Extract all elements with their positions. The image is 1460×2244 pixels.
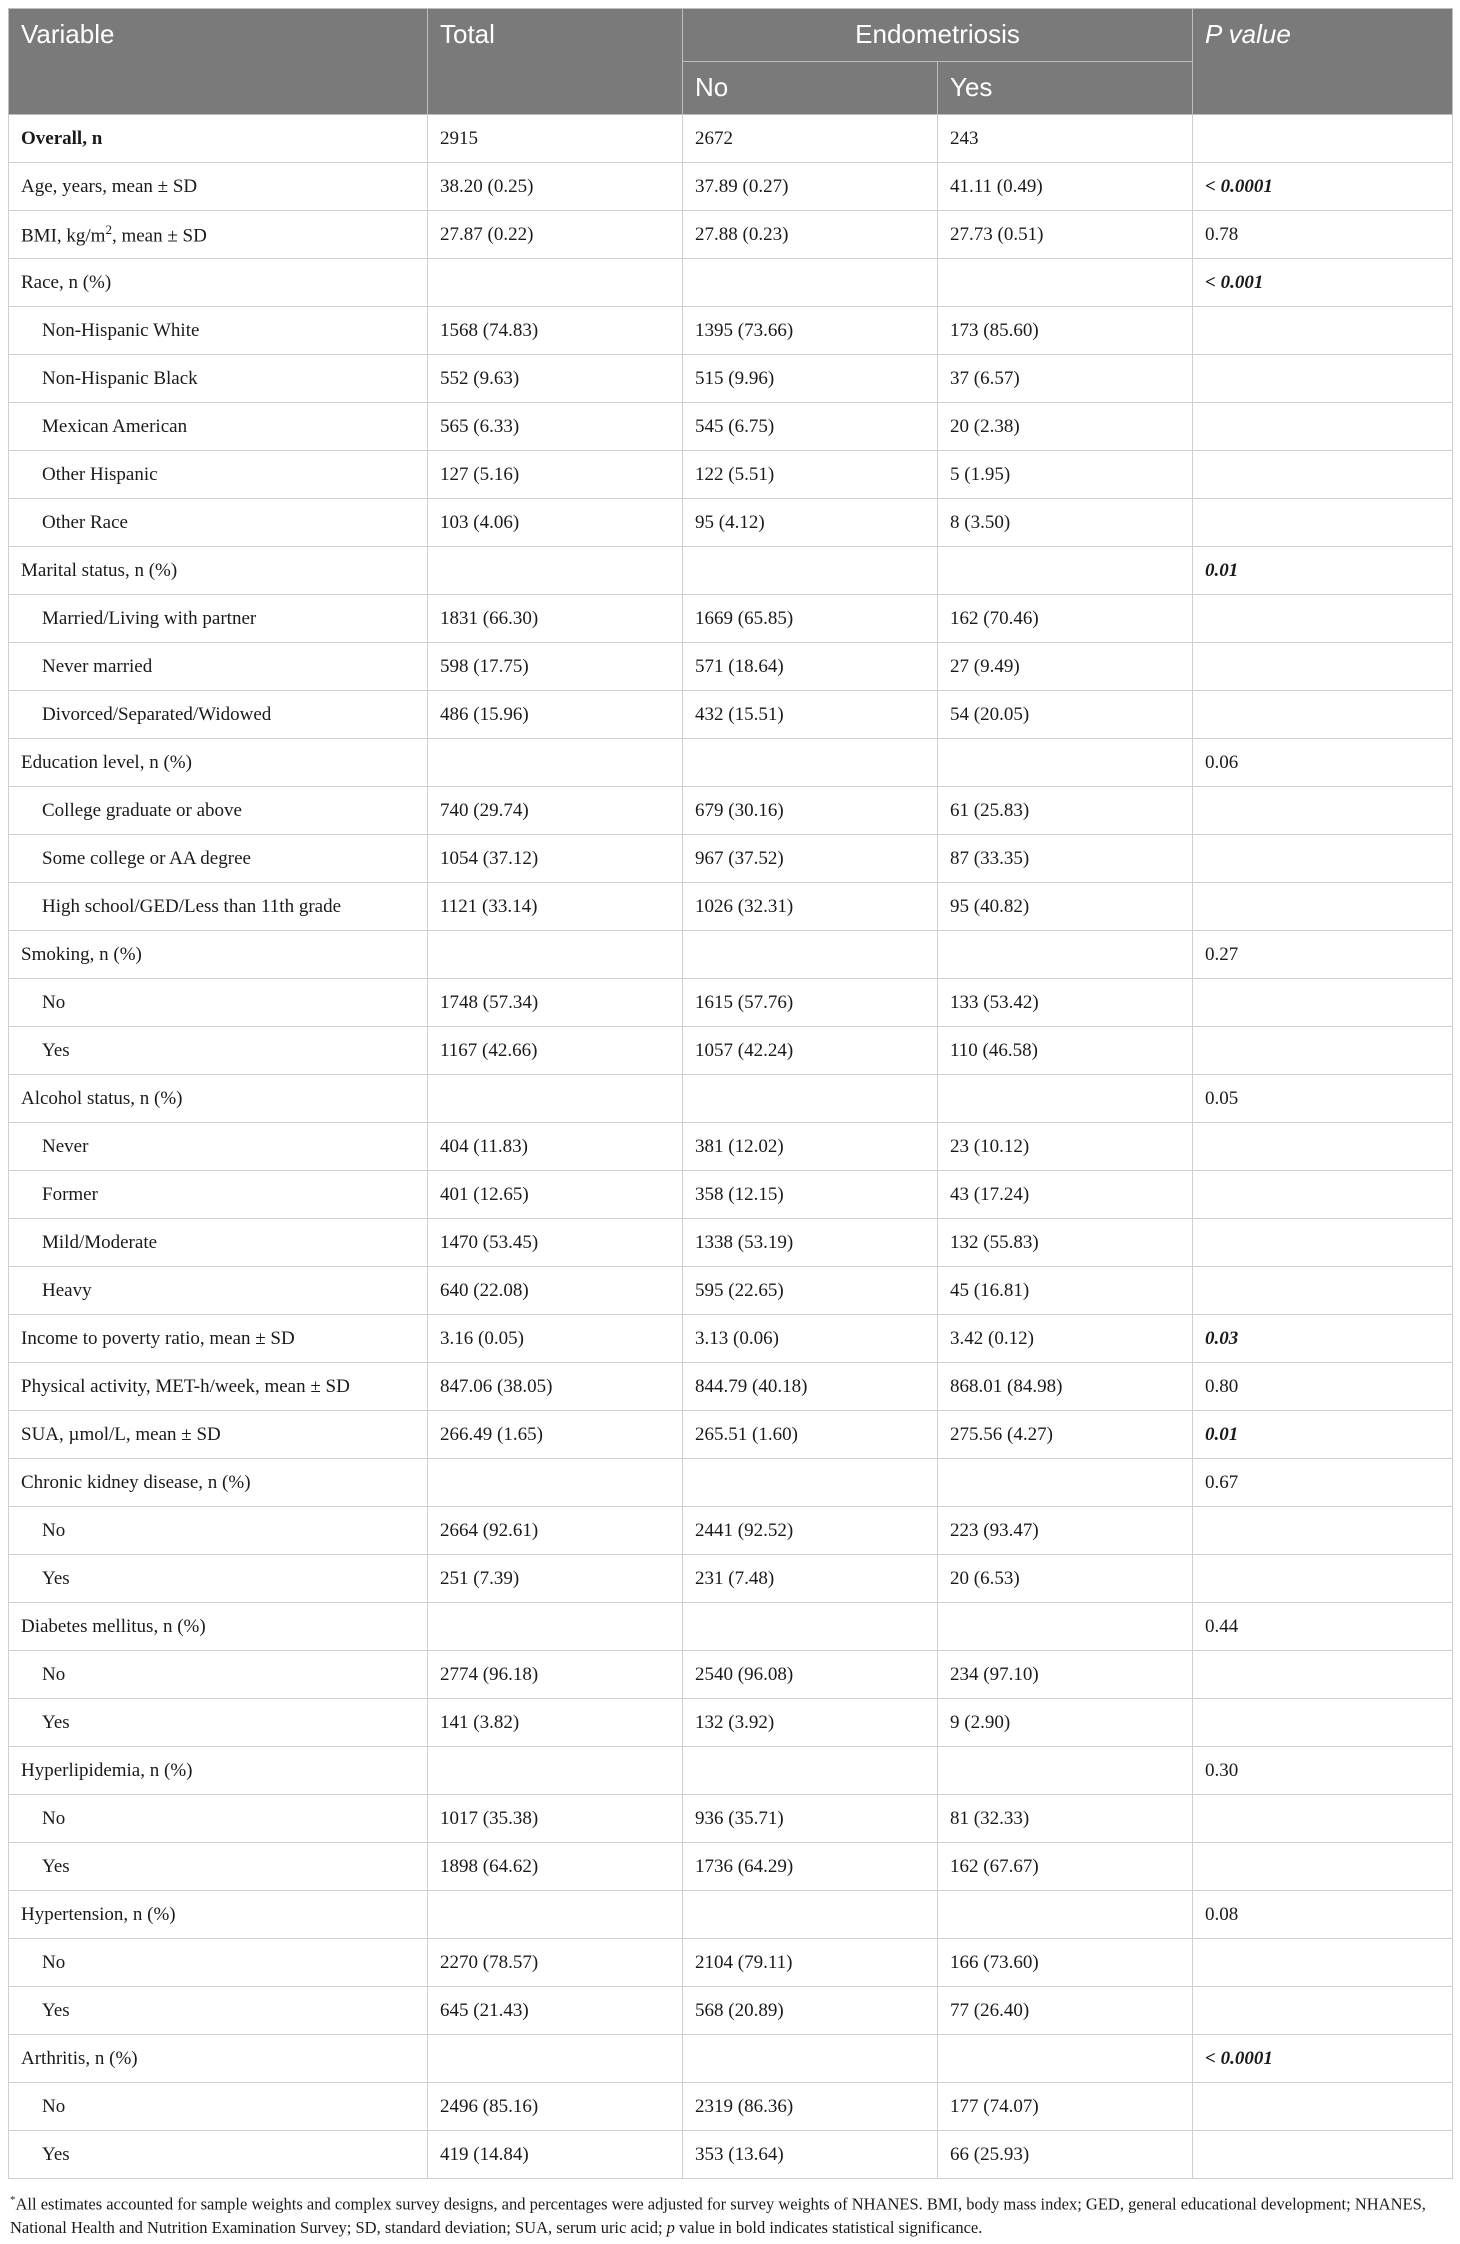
cell-variable: No xyxy=(9,2083,428,2131)
cell-yes: 87 (33.35) xyxy=(938,835,1193,883)
cell-yes: 133 (53.42) xyxy=(938,979,1193,1027)
cell-yes: 110 (46.58) xyxy=(938,1027,1193,1075)
cell-total: 740 (29.74) xyxy=(428,787,683,835)
cell-yes: 45 (16.81) xyxy=(938,1267,1193,1315)
cell-p-value xyxy=(1193,979,1453,1027)
cell-no xyxy=(683,1075,938,1123)
cell-p-value xyxy=(1193,835,1453,883)
table-row xyxy=(9,1699,1453,1747)
cell-p-value: 0.03 xyxy=(1193,1315,1453,1363)
table-row xyxy=(9,1795,1453,1843)
cell-p-value xyxy=(1193,1555,1453,1603)
cell-p-value: 0.27 xyxy=(1193,931,1453,979)
cell-variable: Divorced/Separated/Widowed xyxy=(9,691,428,739)
cell-variable: SUA, µmol/L, mean ± SD xyxy=(9,1411,428,1459)
cell-p-value xyxy=(1193,307,1453,355)
cell-p-value xyxy=(1193,691,1453,739)
cell-p-value xyxy=(1193,1507,1453,1555)
cell-no xyxy=(683,259,938,307)
cell-variable: Other Hispanic xyxy=(9,451,428,499)
cell-p-value: 0.80 xyxy=(1193,1363,1453,1411)
header-total: Total xyxy=(428,9,683,115)
cell-total: 419 (14.84) xyxy=(428,2131,683,2179)
cell-no: 358 (12.15) xyxy=(683,1171,938,1219)
cell-total: 141 (3.82) xyxy=(428,1699,683,1747)
cell-variable: Never xyxy=(9,1123,428,1171)
cell-variable: Race, n (%) xyxy=(9,259,428,307)
cell-p-value xyxy=(1193,1267,1453,1315)
cell-no xyxy=(683,1747,938,1795)
table-row xyxy=(9,1603,1453,1651)
cell-total: 645 (21.43) xyxy=(428,1987,683,2035)
header-p-value: P value xyxy=(1193,9,1453,115)
cell-yes xyxy=(938,1603,1193,1651)
table-row xyxy=(9,1555,1453,1603)
cell-p-value xyxy=(1193,403,1453,451)
cell-total: 847.06 (38.05) xyxy=(428,1363,683,1411)
table-row xyxy=(9,2035,1453,2083)
baseline-characteristics-table xyxy=(8,8,1453,2179)
cell-p-value: < 0.0001 xyxy=(1193,163,1453,211)
table-row xyxy=(9,1123,1453,1171)
cell-variable: No xyxy=(9,1939,428,1987)
cell-p-value xyxy=(1193,355,1453,403)
table-row xyxy=(9,451,1453,499)
cell-total: 1167 (42.66) xyxy=(428,1027,683,1075)
cell-yes: 37 (6.57) xyxy=(938,355,1193,403)
cell-total xyxy=(428,1075,683,1123)
cell-total: 1121 (33.14) xyxy=(428,883,683,931)
cell-total: 565 (6.33) xyxy=(428,403,683,451)
cell-yes: 95 (40.82) xyxy=(938,883,1193,931)
cell-total: 251 (7.39) xyxy=(428,1555,683,1603)
cell-total: 1017 (35.38) xyxy=(428,1795,683,1843)
cell-total: 2915 xyxy=(428,115,683,163)
cell-yes: 41.11 (0.49) xyxy=(938,163,1193,211)
cell-yes: 132 (55.83) xyxy=(938,1219,1193,1267)
cell-yes: 8 (3.50) xyxy=(938,499,1193,547)
cell-variable: Mild/Moderate xyxy=(9,1219,428,1267)
cell-yes xyxy=(938,1459,1193,1507)
cell-yes: 27 (9.49) xyxy=(938,643,1193,691)
cell-no: 595 (22.65) xyxy=(683,1267,938,1315)
cell-yes xyxy=(938,1891,1193,1939)
cell-total xyxy=(428,1459,683,1507)
cell-total: 486 (15.96) xyxy=(428,691,683,739)
cell-yes: 81 (32.33) xyxy=(938,1795,1193,1843)
cell-no xyxy=(683,1603,938,1651)
cell-total: 3.16 (0.05) xyxy=(428,1315,683,1363)
cell-total: 598 (17.75) xyxy=(428,643,683,691)
cell-variable: No xyxy=(9,1651,428,1699)
footnote-text: All estimates accounted for sample weights and complex survey designs, and percentages were adjusted for survey weights of NHANES. BMI, body mass index; GED, general educational development; NHANES, National Health and Nutrition Examination Survey; SD, standard deviation; SUA, serum uric acid; xyxy=(10,2194,1426,2237)
cell-p-value xyxy=(1193,451,1453,499)
cell-variable: Overall, n xyxy=(9,115,428,163)
cell-yes xyxy=(938,259,1193,307)
cell-p-value xyxy=(1193,1651,1453,1699)
table-row xyxy=(9,499,1453,547)
cell-p-value xyxy=(1193,595,1453,643)
cell-total xyxy=(428,547,683,595)
table-header xyxy=(9,9,1453,115)
cell-yes xyxy=(938,931,1193,979)
cell-yes xyxy=(938,547,1193,595)
label-suffix: , mean ± SD xyxy=(111,225,207,247)
cell-no: 2319 (86.36) xyxy=(683,2083,938,2131)
cell-no: 844.79 (40.18) xyxy=(683,1363,938,1411)
cell-no: 132 (3.92) xyxy=(683,1699,938,1747)
cell-total: 1470 (53.45) xyxy=(428,1219,683,1267)
cell-p-value xyxy=(1193,1987,1453,2035)
cell-no: 1026 (32.31) xyxy=(683,883,938,931)
cell-no: 2441 (92.52) xyxy=(683,1507,938,1555)
cell-yes: 275.56 (4.27) xyxy=(938,1411,1193,1459)
cell-total xyxy=(428,1747,683,1795)
cell-total: 640 (22.08) xyxy=(428,1267,683,1315)
cell-p-value xyxy=(1193,1843,1453,1891)
cell-yes: 162 (70.46) xyxy=(938,595,1193,643)
cell-no: 1057 (42.24) xyxy=(683,1027,938,1075)
cell-total xyxy=(428,931,683,979)
cell-variable: College graduate or above xyxy=(9,787,428,835)
cell-p-value xyxy=(1193,1699,1453,1747)
cell-total: 1898 (64.62) xyxy=(428,1843,683,1891)
cell-yes xyxy=(938,1075,1193,1123)
cell-variable: Never married xyxy=(9,643,428,691)
cell-p-value: 0.30 xyxy=(1193,1747,1453,1795)
table-row xyxy=(9,1219,1453,1267)
table-row xyxy=(9,163,1453,211)
cell-no: 27.88 (0.23) xyxy=(683,211,938,259)
cell-variable: Heavy xyxy=(9,1267,428,1315)
cell-yes: 223 (93.47) xyxy=(938,1507,1193,1555)
cell-no xyxy=(683,2035,938,2083)
table-row xyxy=(9,1987,1453,2035)
cell-variable: Diabetes mellitus, n (%) xyxy=(9,1603,428,1651)
cell-total: 552 (9.63) xyxy=(428,355,683,403)
cell-variable: Yes xyxy=(9,1027,428,1075)
cell-total: 2774 (96.18) xyxy=(428,1651,683,1699)
cell-total xyxy=(428,739,683,787)
header-endometriosis: Endometriosis xyxy=(683,9,1193,62)
unit-superscript: 2 xyxy=(105,221,112,237)
cell-p-value xyxy=(1193,1795,1453,1843)
cell-no: 353 (13.64) xyxy=(683,2131,938,2179)
table-row xyxy=(9,691,1453,739)
cell-total: 2496 (85.16) xyxy=(428,2083,683,2131)
cell-yes: 66 (25.93) xyxy=(938,2131,1193,2179)
cell-variable: No xyxy=(9,1795,428,1843)
table-row xyxy=(9,1075,1453,1123)
cell-yes: 9 (2.90) xyxy=(938,1699,1193,1747)
table-row xyxy=(9,1507,1453,1555)
cell-p-value: 0.08 xyxy=(1193,1891,1453,1939)
cell-variable: Income to poverty ratio, mean ± SD xyxy=(9,1315,428,1363)
table-row xyxy=(9,2131,1453,2179)
cell-p-value xyxy=(1193,1219,1453,1267)
table-body xyxy=(9,115,1453,2179)
table-row xyxy=(9,595,1453,643)
cell-p-value xyxy=(1193,1123,1453,1171)
cell-variable: Some college or AA degree xyxy=(9,835,428,883)
table-row xyxy=(9,1267,1453,1315)
table-row xyxy=(9,979,1453,1027)
table-row xyxy=(9,739,1453,787)
cell-no: 37.89 (0.27) xyxy=(683,163,938,211)
cell-p-value xyxy=(1193,643,1453,691)
cell-p-value xyxy=(1193,115,1453,163)
cell-no: 515 (9.96) xyxy=(683,355,938,403)
cell-p-value: < 0.001 xyxy=(1193,259,1453,307)
table-row xyxy=(9,1363,1453,1411)
table-row xyxy=(9,1939,1453,1987)
table-footnote xyxy=(10,2189,1450,2239)
table-row xyxy=(9,835,1453,883)
footnote-marker: * xyxy=(10,2194,16,2206)
cell-no: 265.51 (1.60) xyxy=(683,1411,938,1459)
table-row xyxy=(9,1411,1453,1459)
cell-no: 95 (4.12) xyxy=(683,499,938,547)
cell-p-value: < 0.0001 xyxy=(1193,2035,1453,2083)
cell-variable: Smoking, n (%) xyxy=(9,931,428,979)
table-row xyxy=(9,1843,1453,1891)
cell-p-value: 0.01 xyxy=(1193,547,1453,595)
cell-no: 2672 xyxy=(683,115,938,163)
cell-p-value: 0.06 xyxy=(1193,739,1453,787)
cell-p-value xyxy=(1193,787,1453,835)
table-row xyxy=(9,931,1453,979)
cell-total: 1748 (57.34) xyxy=(428,979,683,1027)
table-row xyxy=(9,403,1453,451)
table-row xyxy=(9,1171,1453,1219)
cell-variable: Other Race xyxy=(9,499,428,547)
cell-total: 1054 (37.12) xyxy=(428,835,683,883)
cell-total: 404 (11.83) xyxy=(428,1123,683,1171)
cell-total: 103 (4.06) xyxy=(428,499,683,547)
cell-no: 2540 (96.08) xyxy=(683,1651,938,1699)
cell-variable: Married/Living with partner xyxy=(9,595,428,643)
header-no: No xyxy=(683,62,938,115)
cell-no: 231 (7.48) xyxy=(683,1555,938,1603)
cell-total: 27.87 (0.22) xyxy=(428,211,683,259)
cell-variable: Chronic kidney disease, n (%) xyxy=(9,1459,428,1507)
footnote-text-end: value in bold indicates statistical significance. xyxy=(674,2217,983,2237)
cell-yes: 77 (26.40) xyxy=(938,1987,1193,2035)
cell-no xyxy=(683,547,938,595)
cell-no xyxy=(683,1459,938,1507)
cell-yes: 61 (25.83) xyxy=(938,787,1193,835)
cell-variable: Former xyxy=(9,1171,428,1219)
cell-total: 127 (5.16) xyxy=(428,451,683,499)
cell-yes: 868.01 (84.98) xyxy=(938,1363,1193,1411)
cell-variable: Yes xyxy=(9,1555,428,1603)
header-yes: Yes xyxy=(938,62,1193,115)
table-row xyxy=(9,883,1453,931)
cell-yes: 5 (1.95) xyxy=(938,451,1193,499)
cell-total: 266.49 (1.65) xyxy=(428,1411,683,1459)
header-variable: Variable xyxy=(9,9,428,115)
table-row xyxy=(9,1459,1453,1507)
cell-yes xyxy=(938,2035,1193,2083)
cell-variable: Age, years, mean ± SD xyxy=(9,163,428,211)
cell-variable: Yes xyxy=(9,1843,428,1891)
cell-yes: 27.73 (0.51) xyxy=(938,211,1193,259)
cell-p-value xyxy=(1193,883,1453,931)
cell-variable: Yes xyxy=(9,1987,428,2035)
cell-no xyxy=(683,1891,938,1939)
cell-no: 1395 (73.66) xyxy=(683,307,938,355)
cell-variable: Mexican American xyxy=(9,403,428,451)
cell-no xyxy=(683,739,938,787)
cell-no: 936 (35.71) xyxy=(683,1795,938,1843)
cell-yes xyxy=(938,1747,1193,1795)
cell-yes: 3.42 (0.12) xyxy=(938,1315,1193,1363)
cell-total xyxy=(428,259,683,307)
cell-no: 432 (15.51) xyxy=(683,691,938,739)
cell-yes: 54 (20.05) xyxy=(938,691,1193,739)
cell-variable: Alcohol status, n (%) xyxy=(9,1075,428,1123)
cell-yes: 43 (17.24) xyxy=(938,1171,1193,1219)
cell-yes: 234 (97.10) xyxy=(938,1651,1193,1699)
cell-variable: Education level, n (%) xyxy=(9,739,428,787)
cell-p-value: 0.44 xyxy=(1193,1603,1453,1651)
cell-variable: Non-Hispanic White xyxy=(9,307,428,355)
table-container xyxy=(8,8,1452,2179)
cell-p-value: 0.78 xyxy=(1193,211,1453,259)
cell-no: 3.13 (0.06) xyxy=(683,1315,938,1363)
cell-yes xyxy=(938,739,1193,787)
table-row xyxy=(9,355,1453,403)
table-row xyxy=(9,1651,1453,1699)
cell-variable: Hypertension, n (%) xyxy=(9,1891,428,1939)
cell-total xyxy=(428,2035,683,2083)
table-row xyxy=(9,211,1453,259)
cell-p-value: 0.05 xyxy=(1193,1075,1453,1123)
cell-variable: Non-Hispanic Black xyxy=(9,355,428,403)
cell-variable: Arthritis, n (%) xyxy=(9,2035,428,2083)
cell-p-value xyxy=(1193,2083,1453,2131)
cell-total: 2664 (92.61) xyxy=(428,1507,683,1555)
cell-variable: Hyperlipidemia, n (%) xyxy=(9,1747,428,1795)
cell-no: 1669 (65.85) xyxy=(683,595,938,643)
cell-yes: 166 (73.60) xyxy=(938,1939,1193,1987)
cell-total xyxy=(428,1603,683,1651)
table-row xyxy=(9,307,1453,355)
table-row xyxy=(9,787,1453,835)
cell-p-value xyxy=(1193,1939,1453,1987)
cell-p-value xyxy=(1193,1171,1453,1219)
table-row xyxy=(9,1747,1453,1795)
cell-variable: Yes xyxy=(9,2131,428,2179)
cell-no: 679 (30.16) xyxy=(683,787,938,835)
cell-p-value xyxy=(1193,499,1453,547)
cell-yes: 20 (2.38) xyxy=(938,403,1193,451)
table-row xyxy=(9,547,1453,595)
cell-no: 381 (12.02) xyxy=(683,1123,938,1171)
cell-total: 1831 (66.30) xyxy=(428,595,683,643)
cell-p-value xyxy=(1193,1027,1453,1075)
cell-p-value xyxy=(1193,2131,1453,2179)
cell-variable: BMI, $kg/m^2$, mean ± SD xyxy=(9,211,428,259)
table-row xyxy=(9,643,1453,691)
cell-no xyxy=(683,931,938,979)
table-row xyxy=(9,1027,1453,1075)
cell-yes: 173 (85.60) xyxy=(938,307,1193,355)
cell-yes: 243 xyxy=(938,115,1193,163)
table-row xyxy=(9,2083,1453,2131)
cell-variable: High school/GED/Less than 11th grade xyxy=(9,883,428,931)
table-row xyxy=(9,1891,1453,1939)
table-row xyxy=(9,1315,1453,1363)
cell-total: 38.20 (0.25) xyxy=(428,163,683,211)
cell-yes: 162 (67.67) xyxy=(938,1843,1193,1891)
cell-variable: Yes xyxy=(9,1699,428,1747)
cell-no: 545 (6.75) xyxy=(683,403,938,451)
cell-no: 568 (20.89) xyxy=(683,1987,938,2035)
cell-no: 1615 (57.76) xyxy=(683,979,938,1027)
cell-no: 967 (37.52) xyxy=(683,835,938,883)
cell-no: 571 (18.64) xyxy=(683,643,938,691)
cell-total: 401 (12.65) xyxy=(428,1171,683,1219)
cell-variable: No xyxy=(9,1507,428,1555)
cell-total: 2270 (78.57) xyxy=(428,1939,683,1987)
cell-variable: Marital status, n (%) xyxy=(9,547,428,595)
cell-total: 1568 (74.83) xyxy=(428,307,683,355)
footnote-p-italic: p xyxy=(666,2217,675,2237)
table-row xyxy=(9,259,1453,307)
cell-p-value: 0.67 xyxy=(1193,1459,1453,1507)
cell-yes: 20 (6.53) xyxy=(938,1555,1193,1603)
cell-no: 1736 (64.29) xyxy=(683,1843,938,1891)
cell-no: 2104 (79.11) xyxy=(683,1939,938,1987)
cell-variable: Physical activity, MET-h/week, mean ± SD xyxy=(9,1363,428,1411)
cell-no: 1338 (53.19) xyxy=(683,1219,938,1267)
cell-no: 122 (5.51) xyxy=(683,451,938,499)
cell-variable: No xyxy=(9,979,428,1027)
cell-yes: 177 (74.07) xyxy=(938,2083,1193,2131)
cell-total xyxy=(428,1891,683,1939)
cell-p-value: 0.01 xyxy=(1193,1411,1453,1459)
cell-yes: 23 (10.12) xyxy=(938,1123,1193,1171)
table-row xyxy=(9,115,1453,163)
